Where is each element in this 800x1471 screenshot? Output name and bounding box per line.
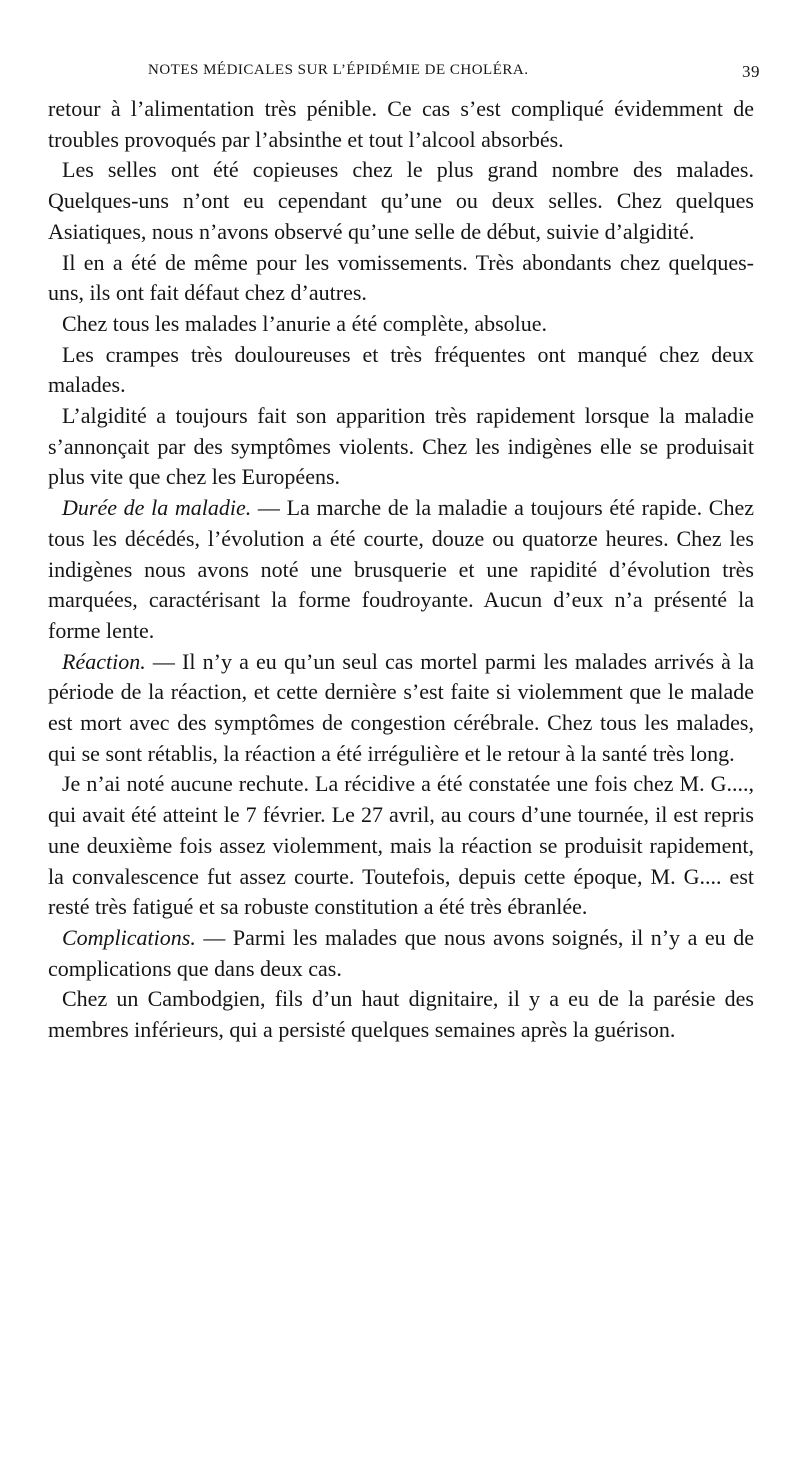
paragraph-reaction [48,647,754,770]
paragraph-1 [48,94,754,155]
paragraph-text: Chez tous les malades l’anurie a été complète, absolue. [62,310,548,336]
paragraph-text: — Il n’y a eu qu’un seul cas mortel parmi les malades arrivés à la période de la réaction, et cette dernière s’est faite si violemment que le malade est mort avec des symptômes de congestion cérébrale. Chez tous les malades, qui se sont rétablis, la réaction a été irrégulière et le retour à la santé très long. [48,648,754,766]
section-heading-duree: Durée de la maladie. [62,495,252,521]
paragraph-text: Je n’ai noté aucune rechute. La récidive a été constatée une fois chez M. G...., qui avait été atteint le 7 février. Le 27 avril, au cours d’une tournée, il est repris une deuxième fois assez violemment, mais la réaction se produisit rapidement, la convalescence fut assez courte. Toutefois, depuis cette époque, M. G.... est resté très fatigué et sa robuste constitution a été très ébranlée. [48,771,754,920]
paragraph-complications [48,923,754,984]
page-body [48,94,754,1046]
paragraph-5 [48,340,754,401]
paragraph-text: L’algidité a toujours fait son apparition très rapidement lorsque la maladie s’annonçait par des symptômes violents. Chez les indigènes elle se produisait plus vite que chez les Européens. [48,403,754,490]
paragraph-6 [48,401,754,493]
paragraph-cambodgien [48,984,754,1045]
paragraph-text: — Parmi les malades que nous avons soignés, il n’y a eu de complications que dans deux cas. [48,924,754,981]
paragraph-2 [48,155,754,247]
paragraph-rechute [48,769,754,923]
page-header [44,62,760,88]
paragraph-text: — La marche de la maladie a toujours été rapide. Chez tous les décédés, l’évolution a été courte, douze ou quatorze heures. Chez les indigènes nous avons noté une brusquerie et une rapidité d’évolution très marquées, caractérisant la forme foudroyante. Aucun d’eux n’a présenté la forme lente. [48,495,755,643]
paragraph-text: Chez un Cambodgien, fils d’un haut dignitaire, il y a eu de la parésie des membres inférieurs, qui a persisté quelques semaines après la guérison. [48,986,754,1043]
paragraph-text: Il en a été de même pour les vomissements. Très abondants chez quelques-uns, ils ont fait défaut chez d’autres. [48,249,754,306]
paragraph-duree [48,493,754,647]
paragraph-text: Les selles ont été copieuses chez le plus grand nombre des malades. Quelques-uns n’ont eu cependant qu’une ou deux selles. Chez quelques Asiatiques, nous n’avons observé qu’une selle de début, suivie d’algidité. [48,157,754,244]
page-number: 39 [742,62,760,81]
paragraph-3 [48,248,754,309]
section-heading-reaction: Réaction. [62,648,146,674]
paragraph-text: retour à l’alimentation très pénible. Ce cas s’est compliqué évidemment de troubles provoqués par l’absinthe et tout l’alcool absorbés. [48,96,754,152]
section-heading-complications: Complications. [62,924,196,950]
paragraph-4 [48,309,754,340]
paragraph-text: Les crampes très douloureuses et très fréquentes ont manqué chez deux malades. [48,341,754,398]
running-title: NOTES MÉDICALES SUR L’ÉPIDÉMIE DE CHOLÉRA. [148,62,529,78]
